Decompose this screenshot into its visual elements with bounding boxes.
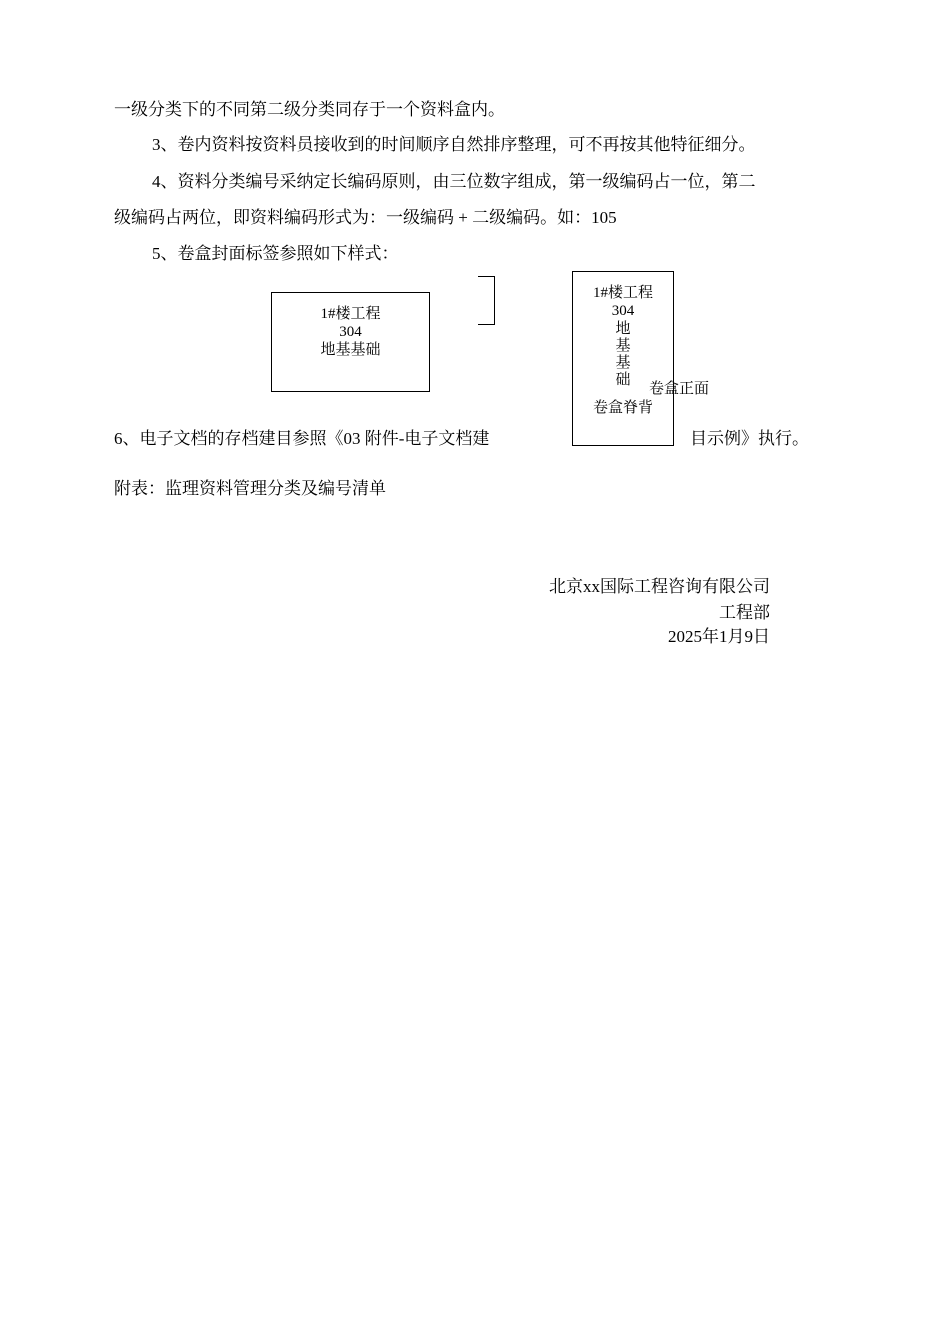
- front-label-caption: 卷盒正面: [649, 381, 710, 397]
- paragraph-item-4-line-2: 级编码占两位，即资料编码形式为：一级编码 + 二级编码。如：105: [114, 208, 617, 227]
- bracket-connector: [478, 276, 495, 325]
- spine-label-char-1: 地: [615, 321, 631, 337]
- appendix-note: 附表：监理资料管理分类及编号清单: [114, 479, 386, 498]
- spine-label-char-3: 基: [615, 355, 631, 371]
- signature-department: 工程部: [719, 603, 770, 622]
- signature-date: 2025年1月9日: [668, 627, 770, 646]
- spine-label-line-2: 304: [611, 303, 635, 319]
- front-label-line-3: 地基基础: [320, 342, 381, 358]
- spine-label-char-4: 础: [615, 372, 631, 388]
- paragraph-item-3: 3、卷内资料按资料员接收到的时间顺序自然排序整理，可不再按其他特征细分。: [152, 135, 756, 154]
- paragraph-continuation: 一级分类下的不同第二级分类同存于一个资料盒内。: [114, 100, 505, 119]
- paragraph-item-5: 5、卷盒封面标签参照如下样式：: [152, 244, 399, 263]
- signature-company: 北京xx国际工程咨询有限公司: [549, 577, 770, 596]
- spine-label-line-1: 1#楼工程: [592, 285, 653, 301]
- front-label-line-1: 1#楼工程: [320, 306, 381, 322]
- spine-label-caption: 卷盒脊背: [592, 400, 653, 416]
- spine-label-char-2: 基: [615, 338, 631, 354]
- front-label-line-2: 304: [339, 324, 362, 340]
- paragraph-item-4-line-1: 4、资料分类编号采纳定长编码原则，由三位数字组成，第一级编码占一位，第二: [152, 172, 756, 191]
- paragraph-item-6-part-1: 6、电子文档的存档建目参照《03 附件-电子文档建: [114, 429, 490, 448]
- paragraph-item-6-part-2: 目示例》执行。: [690, 429, 809, 448]
